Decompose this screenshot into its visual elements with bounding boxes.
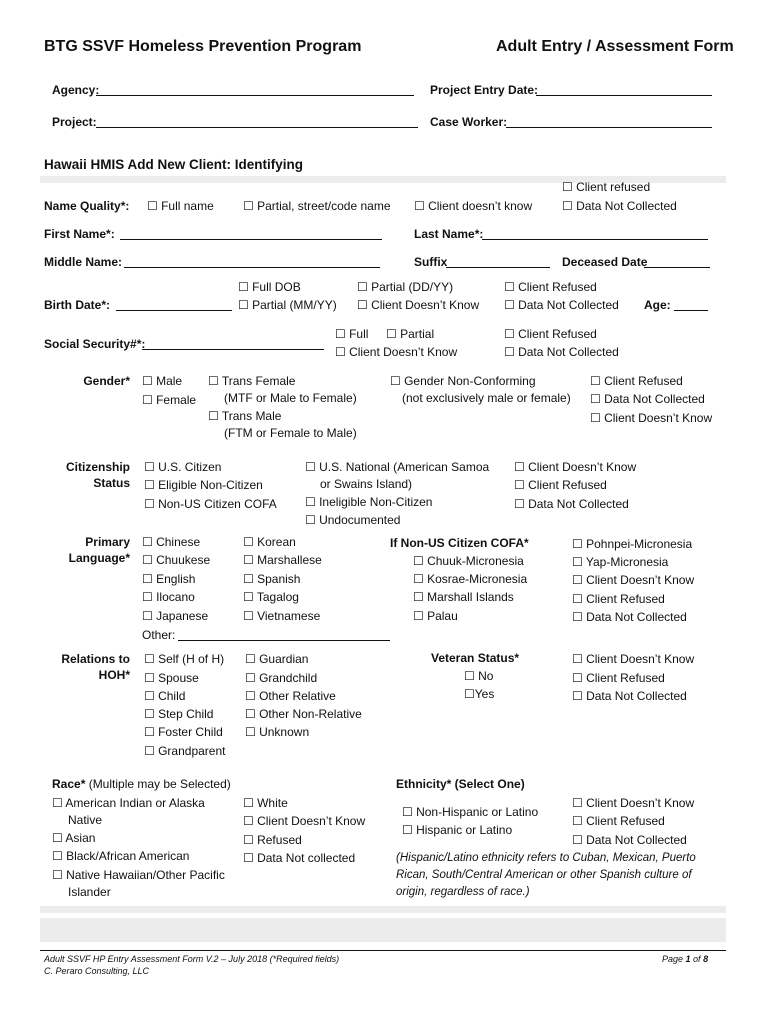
last-name-field[interactable] bbox=[482, 239, 708, 240]
race-option[interactable]: ☐ Refused bbox=[243, 833, 302, 847]
ssn-partial-option[interactable]: ☐ Partial bbox=[386, 327, 435, 341]
ethnicity-option[interactable]: ☐ Hispanic or Latino bbox=[402, 823, 513, 837]
citizen-us-option[interactable]: ☐ U.S. Citizen bbox=[144, 460, 222, 474]
veteran-option[interactable]: ☐ Data Not Collected bbox=[572, 689, 687, 703]
cofa-option[interactable]: ☐ Data Not Collected bbox=[572, 610, 687, 624]
page-prefix: Page bbox=[662, 954, 686, 964]
middle-name-label: Middle Name: bbox=[44, 255, 123, 269]
race-note: (Multiple may be Selected) bbox=[85, 777, 231, 791]
page-indicator bbox=[662, 953, 708, 965]
cofa-option[interactable]: ☐ Kosrae-Micronesia bbox=[413, 572, 528, 586]
relation-label-2: HOH* bbox=[98, 668, 130, 682]
section-title: Hawaii HMIS Add New Client: Identifying bbox=[44, 157, 304, 172]
race-option[interactable]: ☐ Client Doesn’t Know bbox=[243, 814, 366, 828]
page-total: 8 bbox=[703, 954, 709, 964]
relation-option[interactable]: ☐ Unknown bbox=[245, 725, 310, 739]
citizen-dk-option[interactable]: ☐ Client Doesn’t Know bbox=[514, 460, 637, 474]
name-refused-option[interactable]: ☐ Client refused bbox=[562, 180, 651, 194]
cofa-option[interactable]: ☐ Client Refused bbox=[572, 592, 665, 606]
race-option[interactable]: ☐ Asian bbox=[52, 831, 96, 845]
ethnicity-note: (Hispanic/Latino ethnicity refers to Cuban, Mexican, Puerto Rican, South/Central American or other Spanish culture of origin, regardless of race.) bbox=[396, 852, 696, 898]
first-name-label: First Name*: bbox=[44, 227, 115, 241]
citizen-cofa-option[interactable]: ☐ Non-US Citizen COFA bbox=[144, 497, 277, 511]
agency-label: Agency: bbox=[52, 83, 100, 97]
cofa-option[interactable]: ☐ Marshall Islands bbox=[413, 590, 514, 604]
relation-option[interactable]: ☐ Spouse bbox=[144, 671, 199, 685]
bottom-divider-band bbox=[40, 918, 726, 942]
entry-date-field[interactable] bbox=[536, 95, 712, 96]
language-option[interactable]: ☐ Korean bbox=[243, 535, 296, 549]
cofa-option[interactable]: ☐ Chuuk-Micronesia bbox=[413, 554, 524, 568]
language-other-label: Other: bbox=[142, 628, 176, 642]
birth-date-label: Birth Date*: bbox=[44, 298, 111, 312]
veteran-option[interactable]: ☐ Client Doesn’t Know bbox=[572, 652, 695, 666]
deceased-field[interactable] bbox=[644, 267, 710, 268]
relation-option[interactable]: ☐ Grandchild bbox=[245, 671, 318, 685]
ssn-dk-option[interactable]: ☐ Client Doesn’t Know bbox=[335, 345, 458, 359]
dob-dnc-option[interactable]: ☐ Data Not Collected bbox=[504, 298, 619, 312]
gender-trans-male-option[interactable]: ☐ Trans Male bbox=[208, 409, 282, 423]
cofa-title: If Non-US Citizen COFA* bbox=[390, 536, 529, 550]
language-option[interactable]: ☐ English bbox=[142, 572, 196, 586]
race-option[interactable]: ☐ White bbox=[243, 796, 288, 810]
relation-option[interactable]: ☐ Guardian bbox=[245, 652, 309, 666]
cofa-option[interactable]: ☐ Pohnpei-Micronesia bbox=[572, 537, 693, 551]
veteran-option[interactable]: ☐ Client Refused bbox=[572, 671, 665, 685]
birth-date-field[interactable] bbox=[116, 310, 232, 311]
dob-partial-ddyy-option[interactable]: ☐ Partial (DD/YY) bbox=[357, 280, 454, 294]
dob-full-option[interactable]: ☐ Full DOB bbox=[238, 280, 301, 294]
name-dk-option[interactable]: ☐ Client doesn’t know bbox=[414, 199, 533, 213]
relation-option[interactable]: ☐ Child bbox=[144, 689, 186, 703]
gender-nonconforming-option[interactable]: ☐ Gender Non-Conforming bbox=[390, 374, 536, 388]
language-option[interactable]: ☐ Ilocano bbox=[142, 590, 195, 604]
first-name-field[interactable] bbox=[120, 239, 382, 240]
name-full-option[interactable]: ☐ Full name bbox=[147, 199, 214, 213]
language-option[interactable]: ☐ Spanish bbox=[243, 572, 301, 586]
relation-option[interactable]: ☐ Step Child bbox=[144, 707, 214, 721]
citizen-ineligible-option[interactable]: ☐ Ineligible Non-Citizen bbox=[305, 495, 433, 509]
gender-refused-option[interactable]: ☐ Client Refused bbox=[590, 374, 683, 388]
ssn-label: Social Security#*: bbox=[44, 337, 146, 351]
dob-dk-option[interactable]: ☐ Client Doesn’t Know bbox=[357, 298, 480, 312]
citizen-eligible-option[interactable]: ☐ Eligible Non-Citizen bbox=[144, 478, 263, 492]
case-worker-field[interactable] bbox=[506, 127, 712, 128]
citizen-undocumented-option[interactable]: ☐ Undocumented bbox=[305, 513, 401, 527]
relation-option[interactable]: ☐ Foster Child bbox=[144, 725, 223, 739]
veteran-no-option[interactable]: ☐ No bbox=[464, 669, 494, 683]
project-field[interactable] bbox=[96, 127, 418, 128]
suffix-field[interactable] bbox=[446, 267, 550, 268]
form-title: Adult Entry / Assessment Form bbox=[496, 38, 734, 55]
last-name-label: Last Name*: bbox=[414, 227, 484, 241]
language-option[interactable]: ☐ Chuukese bbox=[142, 553, 211, 567]
age-field[interactable] bbox=[674, 310, 708, 311]
middle-name-field[interactable] bbox=[124, 267, 380, 268]
gender-male-option[interactable]: ☐ Male bbox=[142, 374, 183, 388]
dob-partial-mmyy-option[interactable]: ☐ Partial (MM/YY) bbox=[238, 298, 337, 312]
suffix-label: Suffix bbox=[414, 255, 448, 269]
nonconforming-note: (not exclusively male or female) bbox=[402, 391, 571, 405]
agency-field[interactable] bbox=[96, 95, 414, 96]
ssn-dnc-option[interactable]: ☐ Data Not Collected bbox=[504, 345, 619, 359]
project-label: Project: bbox=[52, 115, 97, 129]
race-option[interactable]: ☐ Native Hawaiian/Other Pacific bbox=[52, 868, 225, 882]
race-option[interactable]: ☐ Data Not collected bbox=[243, 851, 356, 865]
race-label: Race* bbox=[52, 777, 86, 791]
gender-female-option[interactable]: ☐ Female bbox=[142, 393, 197, 407]
language-option[interactable]: ☐ Tagalog bbox=[243, 590, 299, 604]
relation-label: Relations to bbox=[61, 652, 130, 666]
citizenship-label: Citizenship bbox=[65, 460, 130, 474]
language-option[interactable]: ☐ Japanese bbox=[142, 609, 209, 623]
ethnicity-option[interactable]: ☐ Data Not Collected bbox=[572, 833, 687, 847]
language-label: Primary bbox=[85, 535, 130, 549]
citizen-national-option[interactable]: ☐ U.S. National (American Samoa bbox=[305, 460, 490, 474]
veteran-label: Veteran Status* bbox=[431, 651, 520, 665]
gender-trans-female-option[interactable]: ☐ Trans Female bbox=[208, 374, 296, 388]
veteran-yes-option[interactable]: ☐Yes bbox=[464, 687, 495, 701]
cofa-option[interactable]: ☐ Palau bbox=[413, 609, 458, 623]
ethnicity-option[interactable]: ☐ Client Refused bbox=[572, 814, 665, 828]
deceased-label: Deceased Date bbox=[562, 255, 648, 269]
ssn-field[interactable] bbox=[142, 349, 324, 350]
gender-label: Gender* bbox=[83, 374, 130, 388]
citizenship-label-2: Status bbox=[93, 476, 130, 490]
relation-option[interactable]: ☐ Grandparent bbox=[144, 744, 226, 758]
language-option[interactable]: ☐ Vietnamese bbox=[243, 609, 321, 623]
ethnicity-option[interactable]: ☐ Client Doesn’t Know bbox=[572, 796, 695, 810]
ethnicity-option[interactable]: ☐ Non-Hispanic or Latino bbox=[402, 805, 539, 819]
relation-option[interactable]: ☐ Self (H of H) bbox=[144, 652, 225, 666]
relation-option[interactable]: ☐ Other Relative bbox=[245, 689, 336, 703]
language-label-2: Language* bbox=[68, 551, 130, 565]
citizen-national-note: or Swains Island) bbox=[320, 477, 413, 491]
age-label: Age: bbox=[644, 298, 671, 312]
entry-date-label: Project Entry Date: bbox=[430, 83, 539, 97]
page-mid: of bbox=[690, 954, 704, 964]
language-option[interactable]: ☐ Marshallese bbox=[243, 553, 322, 567]
race-option[interactable]: ☐ Black/African American bbox=[52, 849, 190, 863]
dob-refused-option[interactable]: ☐ Client Refused bbox=[504, 280, 597, 294]
name-dnc-option[interactable]: ☐ Data Not Collected bbox=[562, 199, 677, 213]
cofa-option[interactable]: ☐ Client Doesn’t Know bbox=[572, 573, 695, 587]
language-option[interactable]: ☐ Chinese bbox=[142, 535, 201, 549]
trans-female-note: (MTF or Male to Female) bbox=[224, 391, 357, 405]
citizen-refused-option[interactable]: ☐ Client Refused bbox=[514, 478, 607, 492]
relation-option[interactable]: ☐ Other Non-Relative bbox=[245, 707, 362, 721]
ethnicity-label: Ethnicity* (Select One) bbox=[396, 777, 525, 791]
footer-form-name: Adult SSVF HP Entry Assessment Form V.2 – July 2018 (*Required fields) bbox=[44, 954, 340, 964]
gender-dnc-option[interactable]: ☐ Data Not Collected bbox=[590, 392, 705, 406]
ssn-refused-option[interactable]: ☐ Client Refused bbox=[504, 327, 597, 341]
program-title: BTG SSVF Homeless Prevention Program bbox=[44, 38, 362, 55]
citizen-dnc-option[interactable]: ☐ Data Not Collected bbox=[514, 497, 629, 511]
cofa-option[interactable]: ☐ Yap-Micronesia bbox=[572, 555, 669, 569]
footer-author: C. Peraro Consulting, LLC bbox=[44, 966, 150, 976]
case-worker-label: Case Worker: bbox=[430, 115, 508, 129]
race-heading bbox=[52, 776, 231, 793]
bottom-divider-top bbox=[40, 906, 726, 913]
race-option-cont: Native bbox=[68, 813, 103, 827]
race-option[interactable]: ☐ American Indian or Alaska bbox=[52, 796, 205, 810]
language-other-field[interactable] bbox=[178, 640, 390, 641]
race-option-cont: Islander bbox=[68, 885, 111, 899]
gender-dk-option[interactable]: ☐ Client Doesn’t Know bbox=[590, 411, 713, 425]
name-quality-label: Name Quality*: bbox=[44, 199, 130, 213]
trans-male-note: (FTM or Female to Male) bbox=[224, 426, 357, 440]
name-partial-option[interactable]: ☐ Partial, street/code name bbox=[243, 199, 391, 213]
footer-rule bbox=[40, 950, 726, 951]
ssn-full-option[interactable]: ☐ Full bbox=[335, 327, 369, 341]
page-number: 1 bbox=[685, 954, 691, 964]
